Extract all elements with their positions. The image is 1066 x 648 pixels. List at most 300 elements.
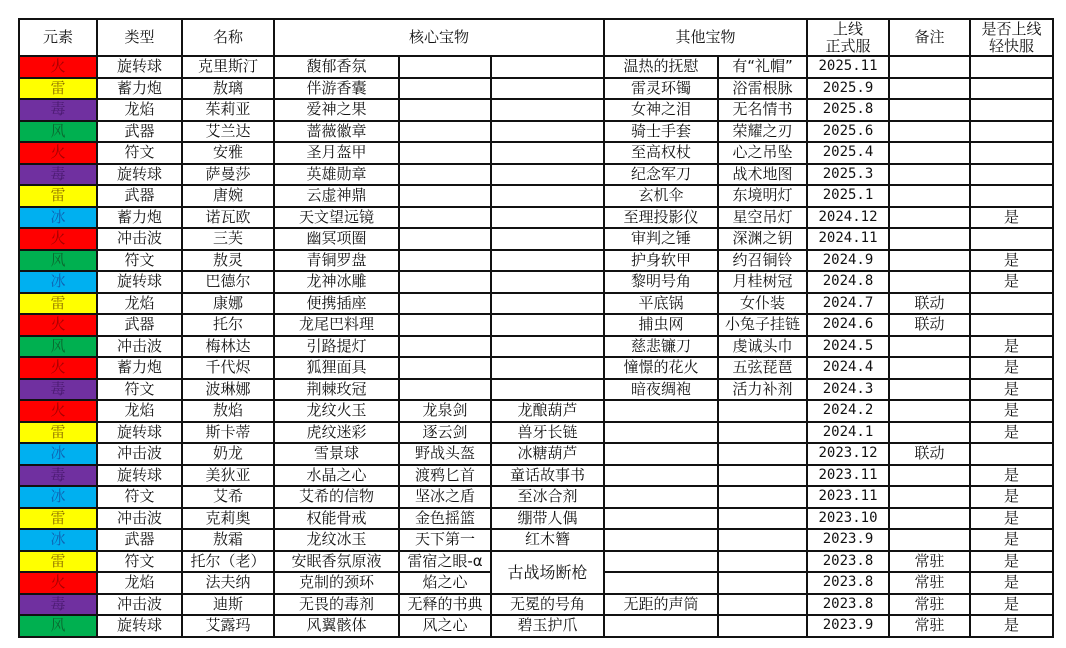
- core-treasure-cell: [491, 293, 604, 315]
- other-treasure-cell: [718, 572, 807, 594]
- core-treasure-cell: 野战头盔: [399, 443, 491, 465]
- lite-server-cell: 是: [970, 572, 1053, 594]
- element-cell: 毒: [19, 379, 97, 401]
- table-row: [19, 121, 1053, 143]
- lite-server-cell: [970, 228, 1053, 250]
- other-treasure-cell: 捕虫网: [604, 314, 718, 336]
- name-cell: 艾露玛: [182, 615, 274, 637]
- release-date-cell: 2024.9: [807, 250, 889, 272]
- core-treasure-cell: [399, 99, 491, 121]
- core-treasure-cell: 兽牙长链: [491, 422, 604, 444]
- type-cell: 蓄力炮: [97, 207, 182, 229]
- lite-server-cell: [970, 314, 1053, 336]
- release-date-cell: 2024.12: [807, 207, 889, 229]
- table-row: [19, 379, 1053, 401]
- lite-server-cell: [970, 443, 1053, 465]
- note-cell: 联动: [889, 314, 970, 336]
- name-cell: 三芙: [182, 228, 274, 250]
- core-treasure-cell: [491, 336, 604, 358]
- core-treasure-cell: 龙纹火玉: [274, 400, 399, 422]
- core-treasure-cell: [491, 121, 604, 143]
- element-cell: 雷: [19, 78, 97, 100]
- core-treasure-cell: 圣月盔甲: [274, 142, 399, 164]
- name-cell: 萨曼莎: [182, 164, 274, 186]
- other-treasure-cell: 憧憬的花火: [604, 357, 718, 379]
- table-row: [19, 142, 1053, 164]
- table-row: [19, 443, 1053, 465]
- element-cell: 雷: [19, 422, 97, 444]
- header-note: 备注: [889, 19, 970, 56]
- element-cell: 风: [19, 121, 97, 143]
- release-date-cell: 2023.9: [807, 615, 889, 637]
- note-cell: [889, 336, 970, 358]
- other-treasure-cell: [718, 400, 807, 422]
- release-date-cell: 2023.9: [807, 529, 889, 551]
- table-row: [19, 465, 1053, 487]
- name-cell: 艾兰达: [182, 121, 274, 143]
- type-cell: 龙焰: [97, 293, 182, 315]
- element-cell: 火: [19, 572, 97, 594]
- core-treasure-cell: 龙泉剑: [399, 400, 491, 422]
- lite-server-cell: [970, 99, 1053, 121]
- element-cell: 风: [19, 336, 97, 358]
- release-date-cell: 2025.4: [807, 142, 889, 164]
- core-treasure-cell: 龙尾巴料理: [274, 314, 399, 336]
- core-treasure-cell: [491, 379, 604, 401]
- core-treasure-cell: [491, 56, 604, 78]
- lite-server-cell: 是: [970, 271, 1053, 293]
- table-row: [19, 357, 1053, 379]
- other-treasure-cell: [604, 486, 718, 508]
- element-cell: 毒: [19, 99, 97, 121]
- table-body: [19, 56, 1053, 637]
- lite-server-cell: 是: [970, 529, 1053, 551]
- other-treasure-cell: 五弦琵琶: [718, 357, 807, 379]
- name-cell: 茱莉亚: [182, 99, 274, 121]
- core-treasure-cell: 焰之心: [399, 572, 491, 594]
- other-treasure-cell: 暗夜绸袍: [604, 379, 718, 401]
- note-cell: 联动: [889, 443, 970, 465]
- lite-server-cell: [970, 293, 1053, 315]
- other-treasure-cell: 东境明灯: [718, 185, 807, 207]
- header-name: 名称: [182, 19, 274, 56]
- core-treasure-cell: [491, 142, 604, 164]
- core-treasure-cell: 渡鸦匕首: [399, 465, 491, 487]
- core-treasure-cell: 雷宿之眼-α: [399, 551, 491, 573]
- header-element: 元素: [19, 19, 97, 56]
- core-treasure-cell: 英雄勋章: [274, 164, 399, 186]
- element-cell: 冰: [19, 207, 97, 229]
- release-date-cell: 2024.6: [807, 314, 889, 336]
- other-treasure-cell: 骑士手套: [604, 121, 718, 143]
- core-treasure-cell: [491, 99, 604, 121]
- lite-server-cell: 是: [970, 379, 1053, 401]
- other-treasure-cell: 荣耀之刃: [718, 121, 807, 143]
- core-treasure-cell: 逐云剑: [399, 422, 491, 444]
- release-date-cell: 2023.11: [807, 486, 889, 508]
- other-treasure-cell: 有“礼帽”: [718, 56, 807, 78]
- name-cell: 美狄亚: [182, 465, 274, 487]
- header-lite-line1: 是否上线: [981, 19, 1042, 38]
- type-cell: 旋转球: [97, 271, 182, 293]
- core-treasure-cell: [491, 271, 604, 293]
- core-treasure-cell: [399, 379, 491, 401]
- table-row: [19, 293, 1053, 315]
- core-treasure-cell: 爱神之果: [274, 99, 399, 121]
- core-treasure-cell: [399, 314, 491, 336]
- name-cell: 克莉奥: [182, 508, 274, 530]
- note-cell: [889, 99, 970, 121]
- core-treasure-cell: [491, 207, 604, 229]
- release-date-cell: 2023.12: [807, 443, 889, 465]
- release-date-cell: 2025.11: [807, 56, 889, 78]
- release-date-cell: 2024.1: [807, 422, 889, 444]
- other-treasure-cell: 平底锅: [604, 293, 718, 315]
- table-row: [19, 400, 1053, 422]
- lite-server-cell: 是: [970, 508, 1053, 530]
- type-cell: 旋转球: [97, 422, 182, 444]
- core-treasure-cell: 古战场断枪: [491, 551, 604, 594]
- release-date-cell: 2023.11: [807, 465, 889, 487]
- other-treasure-cell: [604, 572, 718, 594]
- element-cell: 毒: [19, 465, 97, 487]
- note-cell: 常驻: [889, 594, 970, 616]
- header-core-treasure: 核心宝物: [274, 19, 604, 56]
- name-cell: 敖璃: [182, 78, 274, 100]
- core-treasure-cell: 青铜罗盘: [274, 250, 399, 272]
- table-row: [19, 78, 1053, 100]
- table-row: [19, 529, 1053, 551]
- other-treasure-cell: [604, 508, 718, 530]
- name-cell: 巴德尔: [182, 271, 274, 293]
- core-treasure-cell: 馥郁香氛: [274, 56, 399, 78]
- core-treasure-cell: [399, 121, 491, 143]
- name-cell: 斯卡蒂: [182, 422, 274, 444]
- core-treasure-cell: [399, 336, 491, 358]
- core-treasure-cell: 蔷薇徽章: [274, 121, 399, 143]
- core-treasure-cell: [399, 142, 491, 164]
- core-treasure-cell: 艾希的信物: [274, 486, 399, 508]
- other-treasure-cell: [718, 594, 807, 616]
- core-treasure-cell: 绷带人偶: [491, 508, 604, 530]
- name-cell: 法夫纳: [182, 572, 274, 594]
- table-row: [19, 271, 1053, 293]
- other-treasure-cell: 女神之泪: [604, 99, 718, 121]
- core-treasure-cell: 天文望远镜: [274, 207, 399, 229]
- element-cell: 毒: [19, 594, 97, 616]
- other-treasure-cell: 雷灵环镯: [604, 78, 718, 100]
- lite-server-cell: 是: [970, 615, 1053, 637]
- other-treasure-cell: 活力补剂: [718, 379, 807, 401]
- core-treasure-cell: 无释的书典: [399, 594, 491, 616]
- other-treasure-cell: 温热的抚慰: [604, 56, 718, 78]
- core-treasure-cell: 天下第一: [399, 529, 491, 551]
- other-treasure-cell: 月桂树冠: [718, 271, 807, 293]
- core-treasure-cell: 水晶之心: [274, 465, 399, 487]
- note-cell: [889, 465, 970, 487]
- lite-server-cell: [970, 56, 1053, 78]
- type-cell: 蓄力炮: [97, 357, 182, 379]
- name-cell: 托尔（老）: [182, 551, 274, 573]
- note-cell: [889, 228, 970, 250]
- core-treasure-cell: [491, 185, 604, 207]
- name-cell: 唐婉: [182, 185, 274, 207]
- core-treasure-cell: 引路提灯: [274, 336, 399, 358]
- other-treasure-cell: [718, 465, 807, 487]
- other-treasure-cell: 审判之锤: [604, 228, 718, 250]
- core-treasure-cell: 童话故事书: [491, 465, 604, 487]
- core-treasure-cell: 雪景球: [274, 443, 399, 465]
- lite-server-cell: [970, 164, 1053, 186]
- name-cell: 克里斯汀: [182, 56, 274, 78]
- core-treasure-cell: 金色摇篮: [399, 508, 491, 530]
- core-treasure-cell: 无畏的毒剂: [274, 594, 399, 616]
- type-cell: 冲击波: [97, 594, 182, 616]
- name-cell: 迪斯: [182, 594, 274, 616]
- core-treasure-cell: [399, 207, 491, 229]
- element-cell: 冰: [19, 529, 97, 551]
- header-type: 类型: [97, 19, 182, 56]
- lite-server-cell: 是: [970, 486, 1053, 508]
- type-cell: 龙焰: [97, 99, 182, 121]
- name-cell: 奶龙: [182, 443, 274, 465]
- core-treasure-cell: 幽冥项圈: [274, 228, 399, 250]
- other-treasure-cell: 慈悲镰刀: [604, 336, 718, 358]
- name-cell: 敖霜: [182, 529, 274, 551]
- note-cell: [889, 250, 970, 272]
- note-cell: [889, 529, 970, 551]
- core-treasure-cell: [399, 78, 491, 100]
- core-treasure-cell: [491, 250, 604, 272]
- lite-server-cell: 是: [970, 594, 1053, 616]
- note-cell: [889, 422, 970, 444]
- core-treasure-cell: [491, 357, 604, 379]
- type-cell: 武器: [97, 121, 182, 143]
- element-cell: 火: [19, 357, 97, 379]
- core-treasure-cell: 坚冰之盾: [399, 486, 491, 508]
- type-cell: 旋转球: [97, 164, 182, 186]
- type-cell: 冲击波: [97, 336, 182, 358]
- table-row: [19, 314, 1053, 336]
- core-treasure-cell: 荆棘玫冠: [274, 379, 399, 401]
- other-treasure-cell: 战术地图: [718, 164, 807, 186]
- other-treasure-cell: 浴雷根脉: [718, 78, 807, 100]
- type-cell: 符文: [97, 250, 182, 272]
- core-treasure-cell: 伴游香囊: [274, 78, 399, 100]
- name-cell: 诺瓦欧: [182, 207, 274, 229]
- element-cell: 冰: [19, 271, 97, 293]
- type-cell: 符文: [97, 486, 182, 508]
- note-cell: [889, 400, 970, 422]
- other-treasure-cell: 至理投影仪: [604, 207, 718, 229]
- other-treasure-cell: [718, 508, 807, 530]
- table-row: [19, 486, 1053, 508]
- table-row: [19, 250, 1053, 272]
- element-cell: 冰: [19, 486, 97, 508]
- core-treasure-cell: 无冕的号角: [491, 594, 604, 616]
- header-lite-line2: 轻快服: [989, 36, 1035, 55]
- core-treasure-cell: 安眠香氛原液: [274, 551, 399, 573]
- type-cell: 冲击波: [97, 508, 182, 530]
- type-cell: 旋转球: [97, 56, 182, 78]
- release-date-cell: 2024.2: [807, 400, 889, 422]
- note-cell: 常驻: [889, 551, 970, 573]
- core-treasure-cell: 克制的颈环: [274, 572, 399, 594]
- name-cell: 康娜: [182, 293, 274, 315]
- type-cell: 武器: [97, 529, 182, 551]
- element-cell: 风: [19, 615, 97, 637]
- note-cell: [889, 56, 970, 78]
- core-treasure-cell: 龙纹冰玉: [274, 529, 399, 551]
- core-treasure-cell: 风翼骸体: [274, 615, 399, 637]
- core-treasure-cell: [491, 78, 604, 100]
- type-cell: 旋转球: [97, 615, 182, 637]
- core-treasure-cell: 虎纹迷彩: [274, 422, 399, 444]
- note-cell: [889, 185, 970, 207]
- other-treasure-cell: [604, 465, 718, 487]
- header-release-date: [807, 19, 889, 56]
- release-date-cell: 2024.11: [807, 228, 889, 250]
- core-treasure-cell: 红木簪: [491, 529, 604, 551]
- table-row: [19, 164, 1053, 186]
- other-treasure-cell: 深渊之钥: [718, 228, 807, 250]
- type-cell: 武器: [97, 185, 182, 207]
- note-cell: 常驻: [889, 615, 970, 637]
- other-treasure-cell: 无距的声筒: [604, 594, 718, 616]
- core-treasure-cell: [399, 185, 491, 207]
- lite-server-cell: [970, 121, 1053, 143]
- lite-server-cell: 是: [970, 465, 1053, 487]
- element-cell: 冰: [19, 443, 97, 465]
- table-row: [19, 422, 1053, 444]
- other-treasure-cell: 至高权杖: [604, 142, 718, 164]
- lite-server-cell: [970, 185, 1053, 207]
- release-date-cell: 2024.7: [807, 293, 889, 315]
- core-treasure-cell: 狐狸面具: [274, 357, 399, 379]
- other-treasure-cell: 小兔子挂链: [718, 314, 807, 336]
- table-row: [19, 56, 1053, 78]
- element-cell: 火: [19, 56, 97, 78]
- element-cell: 风: [19, 250, 97, 272]
- lite-server-cell: [970, 78, 1053, 100]
- note-cell: [889, 508, 970, 530]
- lite-server-cell: 是: [970, 336, 1053, 358]
- lite-server-cell: 是: [970, 357, 1053, 379]
- other-treasure-cell: [604, 615, 718, 637]
- release-date-cell: 2024.3: [807, 379, 889, 401]
- name-cell: 敖焰: [182, 400, 274, 422]
- type-cell: 冲击波: [97, 228, 182, 250]
- other-treasure-cell: 星空吊灯: [718, 207, 807, 229]
- type-cell: 龙焰: [97, 400, 182, 422]
- type-cell: 龙焰: [97, 572, 182, 594]
- core-treasure-cell: 碧玉护爪: [491, 615, 604, 637]
- other-treasure-cell: 黎明号角: [604, 271, 718, 293]
- core-treasure-cell: [491, 314, 604, 336]
- lite-server-cell: 是: [970, 250, 1053, 272]
- release-date-cell: 2025.8: [807, 99, 889, 121]
- release-date-cell: 2023.8: [807, 572, 889, 594]
- type-cell: 冲击波: [97, 443, 182, 465]
- note-cell: [889, 486, 970, 508]
- note-cell: [889, 379, 970, 401]
- core-treasure-cell: 云虚神鼎: [274, 185, 399, 207]
- heroes-table: [18, 18, 1054, 638]
- lite-server-cell: 是: [970, 400, 1053, 422]
- other-treasure-cell: [718, 422, 807, 444]
- type-cell: 旋转球: [97, 465, 182, 487]
- note-cell: [889, 121, 970, 143]
- header-lite-server: [970, 19, 1053, 56]
- type-cell: 符文: [97, 551, 182, 573]
- core-treasure-cell: [399, 293, 491, 315]
- core-treasure-cell: [399, 250, 491, 272]
- core-treasure-cell: [399, 56, 491, 78]
- element-cell: 雷: [19, 508, 97, 530]
- element-cell: 雷: [19, 293, 97, 315]
- table-row: [19, 185, 1053, 207]
- element-cell: 雷: [19, 551, 97, 573]
- table-row: [19, 99, 1053, 121]
- core-treasure-cell: 便携插座: [274, 293, 399, 315]
- element-cell: 火: [19, 228, 97, 250]
- release-date-cell: 2023.8: [807, 594, 889, 616]
- core-treasure-cell: [399, 357, 491, 379]
- core-treasure-cell: [399, 164, 491, 186]
- table-row: [19, 336, 1053, 358]
- type-cell: 符文: [97, 142, 182, 164]
- element-cell: 火: [19, 314, 97, 336]
- element-cell: 火: [19, 142, 97, 164]
- other-treasure-cell: 纪念军刀: [604, 164, 718, 186]
- other-treasure-cell: [718, 615, 807, 637]
- lite-server-cell: [970, 142, 1053, 164]
- note-cell: 联动: [889, 293, 970, 315]
- table-row: [19, 551, 1053, 573]
- name-cell: 梅林达: [182, 336, 274, 358]
- lite-server-cell: 是: [970, 422, 1053, 444]
- core-treasure-cell: [399, 271, 491, 293]
- other-treasure-cell: [718, 529, 807, 551]
- type-cell: 武器: [97, 314, 182, 336]
- name-cell: 托尔: [182, 314, 274, 336]
- release-date-cell: 2024.5: [807, 336, 889, 358]
- name-cell: 波琳娜: [182, 379, 274, 401]
- other-treasure-cell: 无名情书: [718, 99, 807, 121]
- core-treasure-cell: 至冰合剂: [491, 486, 604, 508]
- note-cell: [889, 78, 970, 100]
- other-treasure-cell: [604, 422, 718, 444]
- note-cell: 常驻: [889, 572, 970, 594]
- core-treasure-cell: 权能骨戒: [274, 508, 399, 530]
- table-row: [19, 207, 1053, 229]
- name-cell: 敖灵: [182, 250, 274, 272]
- note-cell: [889, 142, 970, 164]
- other-treasure-cell: 玄机伞: [604, 185, 718, 207]
- type-cell: 蓄力炮: [97, 78, 182, 100]
- note-cell: [889, 164, 970, 186]
- other-treasure-cell: [718, 551, 807, 573]
- release-date-cell: 2024.4: [807, 357, 889, 379]
- core-treasure-cell: [491, 164, 604, 186]
- release-date-cell: 2025.3: [807, 164, 889, 186]
- release-date-cell: 2025.9: [807, 78, 889, 100]
- header-release-line2: 正式服: [825, 36, 871, 55]
- core-treasure-cell: 龙神冰雕: [274, 271, 399, 293]
- other-treasure-cell: 虔诚头巾: [718, 336, 807, 358]
- core-treasure-cell: [491, 228, 604, 250]
- release-date-cell: 2023.10: [807, 508, 889, 530]
